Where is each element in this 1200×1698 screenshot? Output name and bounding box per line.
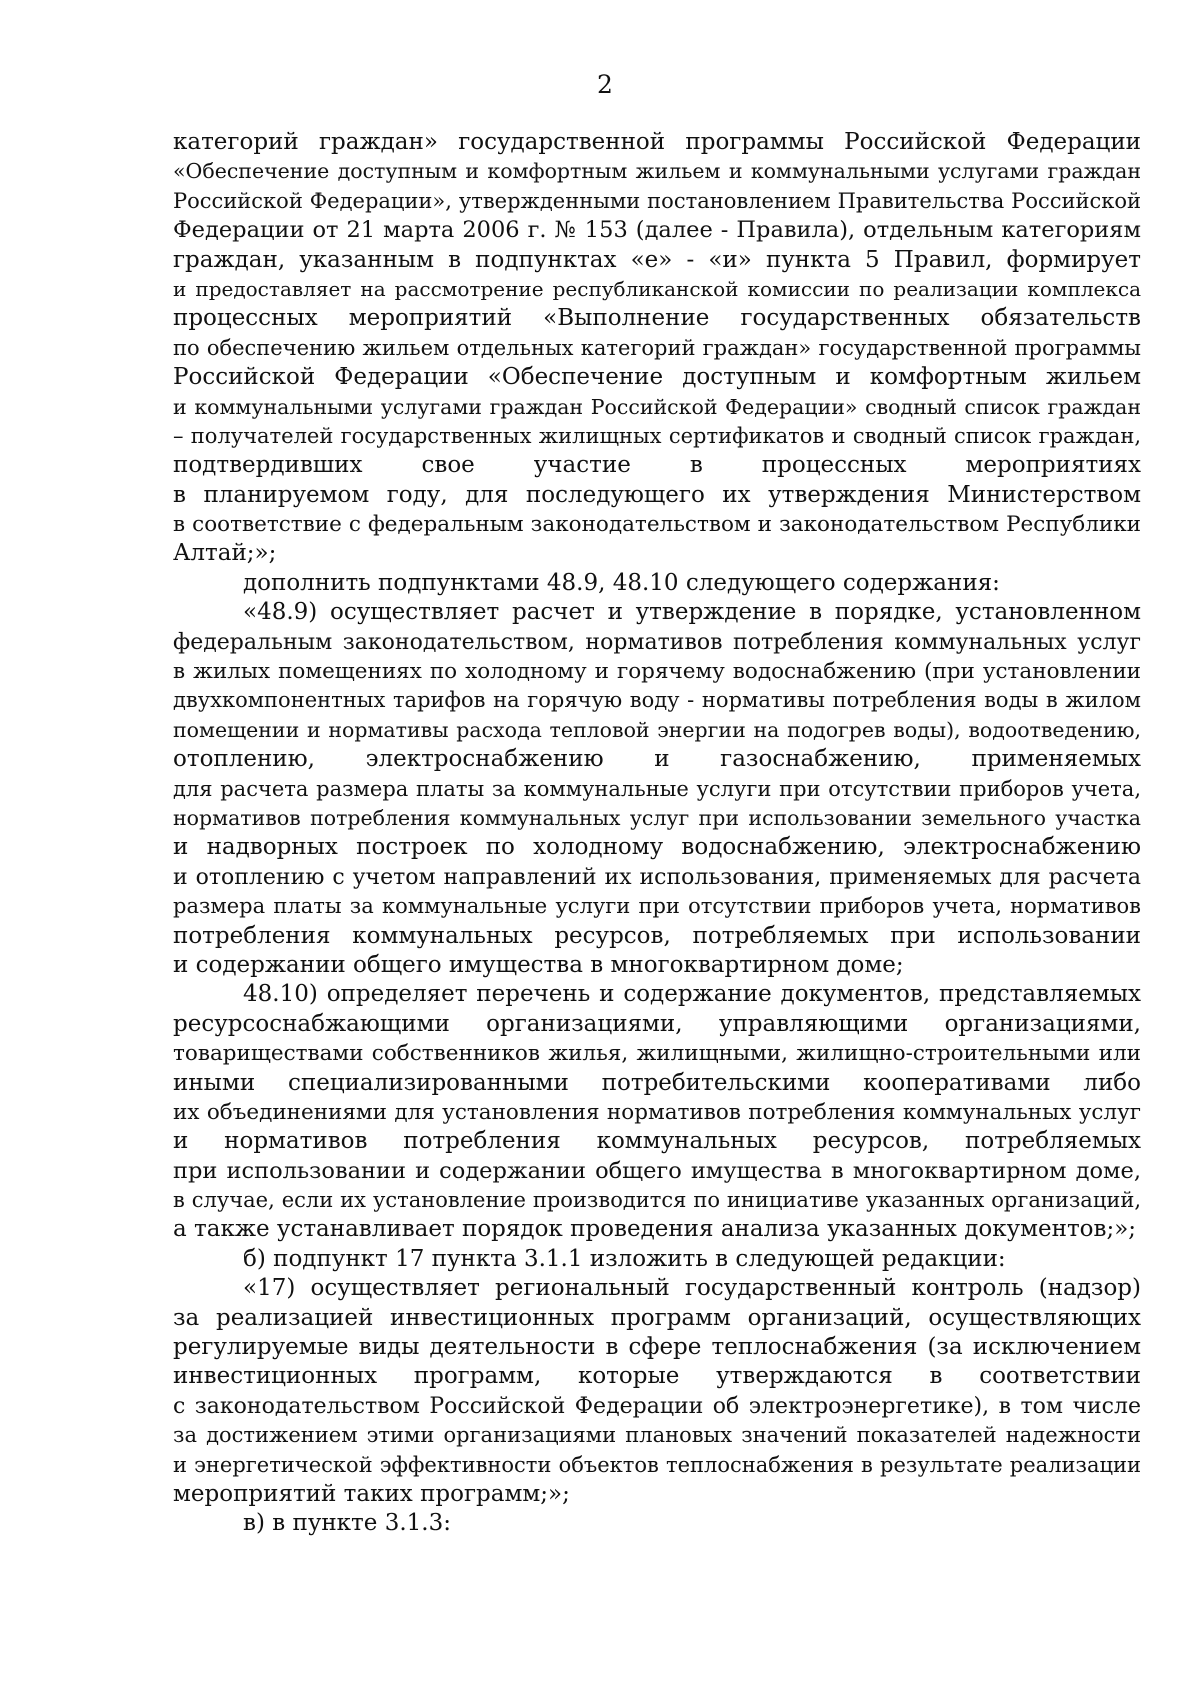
text-line: в случае, если их установление производится по инициативе указанных организаций, [173, 1188, 1141, 1213]
text-line: нормативов потребления коммунальных услуг при использовании земельного участка [173, 805, 1141, 830]
text-line: и предоставляет на рассмотрение республиканской комиссии по реализации комплекса [173, 276, 1141, 301]
page-number: 2 [597, 70, 613, 99]
text-line: для расчета размера платы за коммунальные услуги при отсутствии приборов учета, [173, 776, 1141, 801]
text-line: и коммунальными услугами граждан Российской Федерации» сводный список граждан [173, 394, 1141, 419]
text-line: и содержании общего имущества в многоквартирном доме; [173, 951, 904, 978]
text-line: помещении и нормативы расхода тепловой энергии на подогрев воды), водоотведению, [173, 717, 1141, 742]
text-line: инвестиционных программ, которые утверждаются в соответствии [173, 1363, 1141, 1390]
text-line: «Обеспечение доступным и комфортным жильем и коммунальными услугами граждан [173, 159, 1141, 184]
text-line: и нормативов потребления коммунальных ресурсов, потребляемых [173, 1128, 1141, 1155]
text-line: «48.9) осуществляет расчет и утверждение в порядке, установленном [243, 599, 1141, 626]
text-line: иными специализированными потребительскими кооперативами либо [173, 1069, 1141, 1096]
text-line: товариществами собственников жилья, жилищными, жилищно-строительными или [173, 1041, 1141, 1067]
text-line: и энергетической эффективности объектов теплоснабжения в результате реализации [173, 1452, 1141, 1477]
text-line: по обеспечению жильем отдельных категорий граждан» государственной программы [173, 335, 1141, 360]
text-line: в соответствие с федеральным законодательством и законодательством Республики [173, 512, 1141, 538]
text-line: граждан, указанным в подпунктах «е» - «и» пункта 5 Правил, формирует [173, 246, 1141, 273]
text-line: – получателей государственных жилищных сертификатов и сводный список граждан, [173, 423, 1141, 448]
text-line: за реализацией инвестиционных программ организаций, осуществляющих [173, 1304, 1141, 1331]
text-line: Российской Федерации», утвержденными постановлением Правительства Российской [173, 188, 1141, 213]
text-line: Федерации от 21 марта 2006 г. № 153 (далее - Правила), отдельным категориям [173, 217, 1141, 244]
text-line: с законодательством Российской Федерации об электроэнергетике), в том числе [173, 1393, 1141, 1419]
text-line: «17) осуществляет региональный государственный контроль (надзор) [243, 1275, 1141, 1302]
text-line: а также устанавливает порядок проведения анализа указанных документов;»; [173, 1216, 1137, 1243]
text-line: двухкомпонентных тарифов на горячую воду - нормативы потребления воды в жилом [173, 688, 1141, 713]
text-line: Российской Федерации «Обеспечение доступным и комфортным жильем [173, 364, 1141, 391]
text-line: федеральным законодательством, нормативов потребления коммунальных услуг [173, 629, 1141, 655]
text-line: размера платы за коммунальные услуги при отсутствии приборов учета, нормативов [173, 894, 1141, 919]
text-line: ресурсоснабжающими организациями, управляющими организациями, [173, 1010, 1141, 1037]
text-line: процессных мероприятий «Выполнение государственных обязательств [173, 305, 1141, 332]
text-line: отоплению, электроснабжению и газоснабжению, применяемых [173, 746, 1141, 773]
text-line: подтвердивших свое участие в процессных мероприятиях [173, 452, 1141, 479]
text-line: в жилых помещениях по холодному и горячему водоснабжению (при установлении [173, 659, 1141, 685]
text-line: мероприятий таких программ;»; [173, 1480, 570, 1507]
text-line: их объединениями для установления нормативов потребления коммунальных услуг [173, 1099, 1141, 1125]
text-line: и отоплению с учетом направлений их использования, применяемых для расчета [173, 864, 1141, 890]
text-line: регулируемые виды деятельности в сфере теплоснабжения (за исключением [173, 1334, 1141, 1361]
text-line: потребления коммунальных ресурсов, потребляемых при использовании [173, 922, 1141, 949]
text-line: и надворных построек по холодному водоснабжению, электроснабжению [173, 834, 1141, 861]
text-line: за достижением этими организациями плановых значений показателей надежности [173, 1423, 1141, 1448]
text-line: б) подпункт 17 пункта 3.1.1 изложить в следующей редакции: [243, 1245, 1006, 1272]
text-line: в планируемом году, для последующего их утверждения Министерством [173, 481, 1141, 508]
text-line: категорий граждан» государственной программы Российской Федерации [173, 129, 1141, 155]
text-line: в) в пункте 3.1.3: [243, 1510, 451, 1537]
text-line: дополнить подпунктами 48.9, 48.10 следующего содержания: [243, 569, 1000, 596]
text-line: 48.10) определяет перечень и содержание документов, представляемых [243, 981, 1141, 1008]
text-line: при использовании и содержании общего имущества в многоквартирном доме, [173, 1157, 1141, 1184]
text-line: Алтай;»; [173, 540, 277, 567]
document-body [173, 128, 1141, 1539]
